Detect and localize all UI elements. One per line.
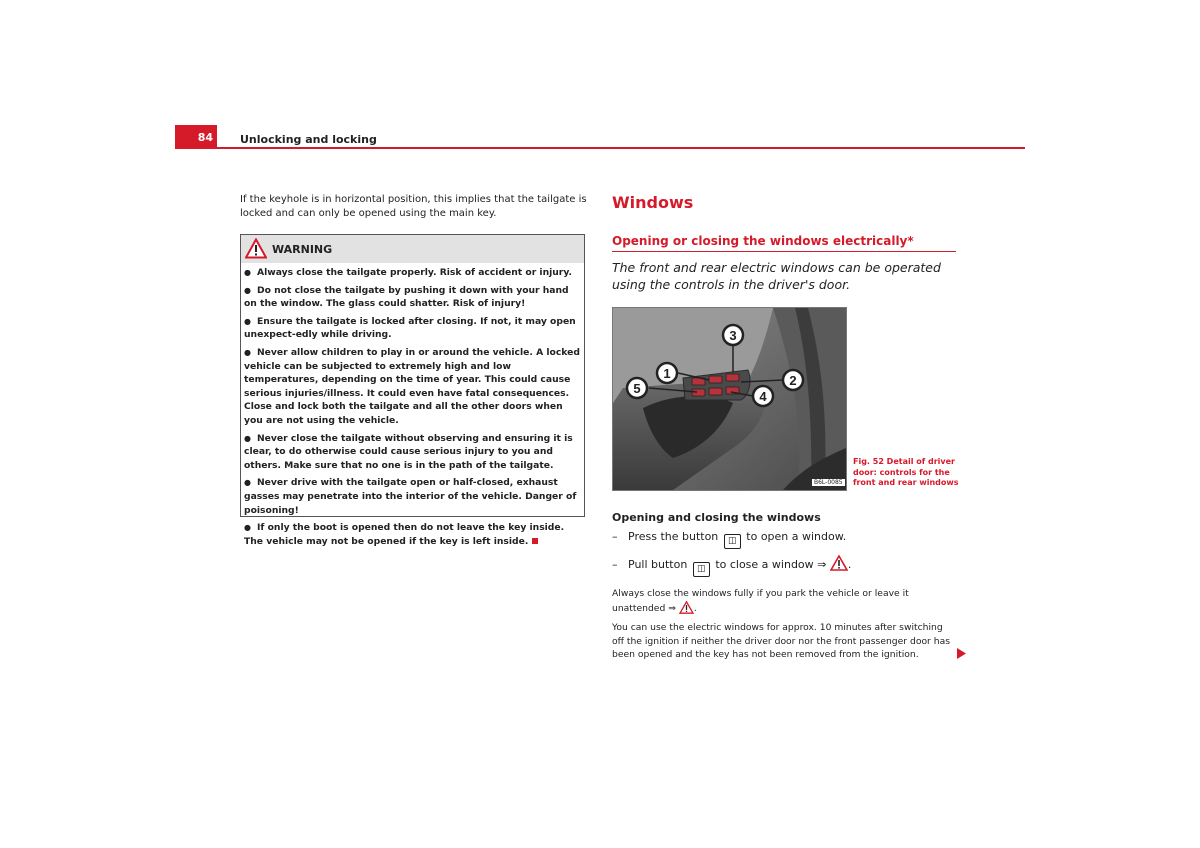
step-dash: –	[612, 530, 618, 543]
header-rule	[175, 147, 1025, 149]
callout-3	[723, 325, 743, 345]
warning-item: ● Do not close the tailgate by pushing it down with your hand on the window. The glass could shatter. Risk of injury!	[244, 284, 580, 311]
step-open-window: – Press the button ◫ to open a window.	[612, 530, 846, 549]
figure-caption: Fig. 52 Detail of driver door: controls for the front and rear windows	[853, 457, 959, 487]
end-of-section-marker	[532, 538, 538, 544]
callout-1	[657, 363, 677, 383]
keyhole-intro-text: If the keyhole is in horizontal position, this implies that the tailgate is locked and can only be opened using the main key.	[240, 194, 587, 219]
continue-arrow-icon	[957, 648, 966, 659]
warning-item: ● Never close the tailgate without observing and ensuring it is clear, to do otherwise could cause serious injury to you and others. Make sure that no one is in the path of the tailgate.	[244, 432, 580, 473]
warning-item: ● Never allow children to play in or around the vehicle. A locked vehicle can be subjected to extremely high and low temperatures, depending on the time of year. This could cause serious injuries/illness. It could even have fatal consequences. Close and lock both the tailgate and all the other doors when you are not using the vehicle.	[244, 346, 580, 428]
close-windows-note: Always close the windows fully if you park the vehicle or leave it unattended ⇒ .	[612, 588, 909, 614]
window-switch-icon: ◫	[724, 534, 741, 549]
figure-code: B6L-0085	[814, 479, 843, 486]
section-title: Windows	[612, 193, 694, 212]
window-switch-icon: ◫	[693, 562, 710, 577]
door-controls-illustration	[613, 308, 846, 490]
subsection-title: Opening or closing the windows electrically*	[612, 234, 914, 248]
callout-5	[627, 378, 647, 398]
warning-list	[244, 266, 580, 552]
callout-2	[783, 370, 803, 390]
step-dash: –	[612, 558, 618, 571]
warning-item: ● Ensure the tailgate is locked after closing. If not, it may open unexpect-edly while driving.	[244, 315, 580, 342]
svg-text:3: 3	[729, 328, 737, 343]
callout-4	[753, 386, 773, 406]
page-number: 84	[197, 131, 213, 144]
subsection-rule	[612, 251, 956, 252]
warning-triangle-icon	[245, 238, 267, 259]
ignition-note: You can use the electric windows for approx. 10 minutes after switching off the ignition if neither the driver door nor the front passenger door has been opened and the key has not been removed from the ignition.	[612, 622, 950, 661]
warning-title: WARNING	[272, 243, 333, 256]
svg-text:4: 4	[759, 389, 767, 404]
warning-item: ● Always close the tailgate properly. Risk of accident or injury.	[244, 266, 580, 280]
warning-item: ● If only the boot is opened then do not leave the key inside. The vehicle may not be opened if the key is left inside.	[244, 521, 580, 548]
step-close-window: – Pull button ◫ to close a window ⇒ .	[612, 555, 851, 577]
svg-text:1: 1	[663, 366, 671, 381]
warning-triangle-icon	[830, 555, 848, 571]
warning-triangle-icon	[679, 601, 694, 614]
door-controls-figure	[612, 307, 847, 491]
lead-paragraph: The front and rear electric windows can be operated using the controls in the driver's door.	[612, 260, 941, 292]
svg-text:2: 2	[789, 373, 797, 388]
warning-item: ● Never drive with the tailgate open or half-closed, exhaust gasses may penetrate into the interior of the vehicle. Danger of poisoning!	[244, 476, 580, 517]
steps-heading: Opening and closing the windows	[612, 511, 821, 524]
running-header-title: Unlocking and locking	[240, 133, 377, 146]
svg-text:5: 5	[633, 381, 641, 396]
